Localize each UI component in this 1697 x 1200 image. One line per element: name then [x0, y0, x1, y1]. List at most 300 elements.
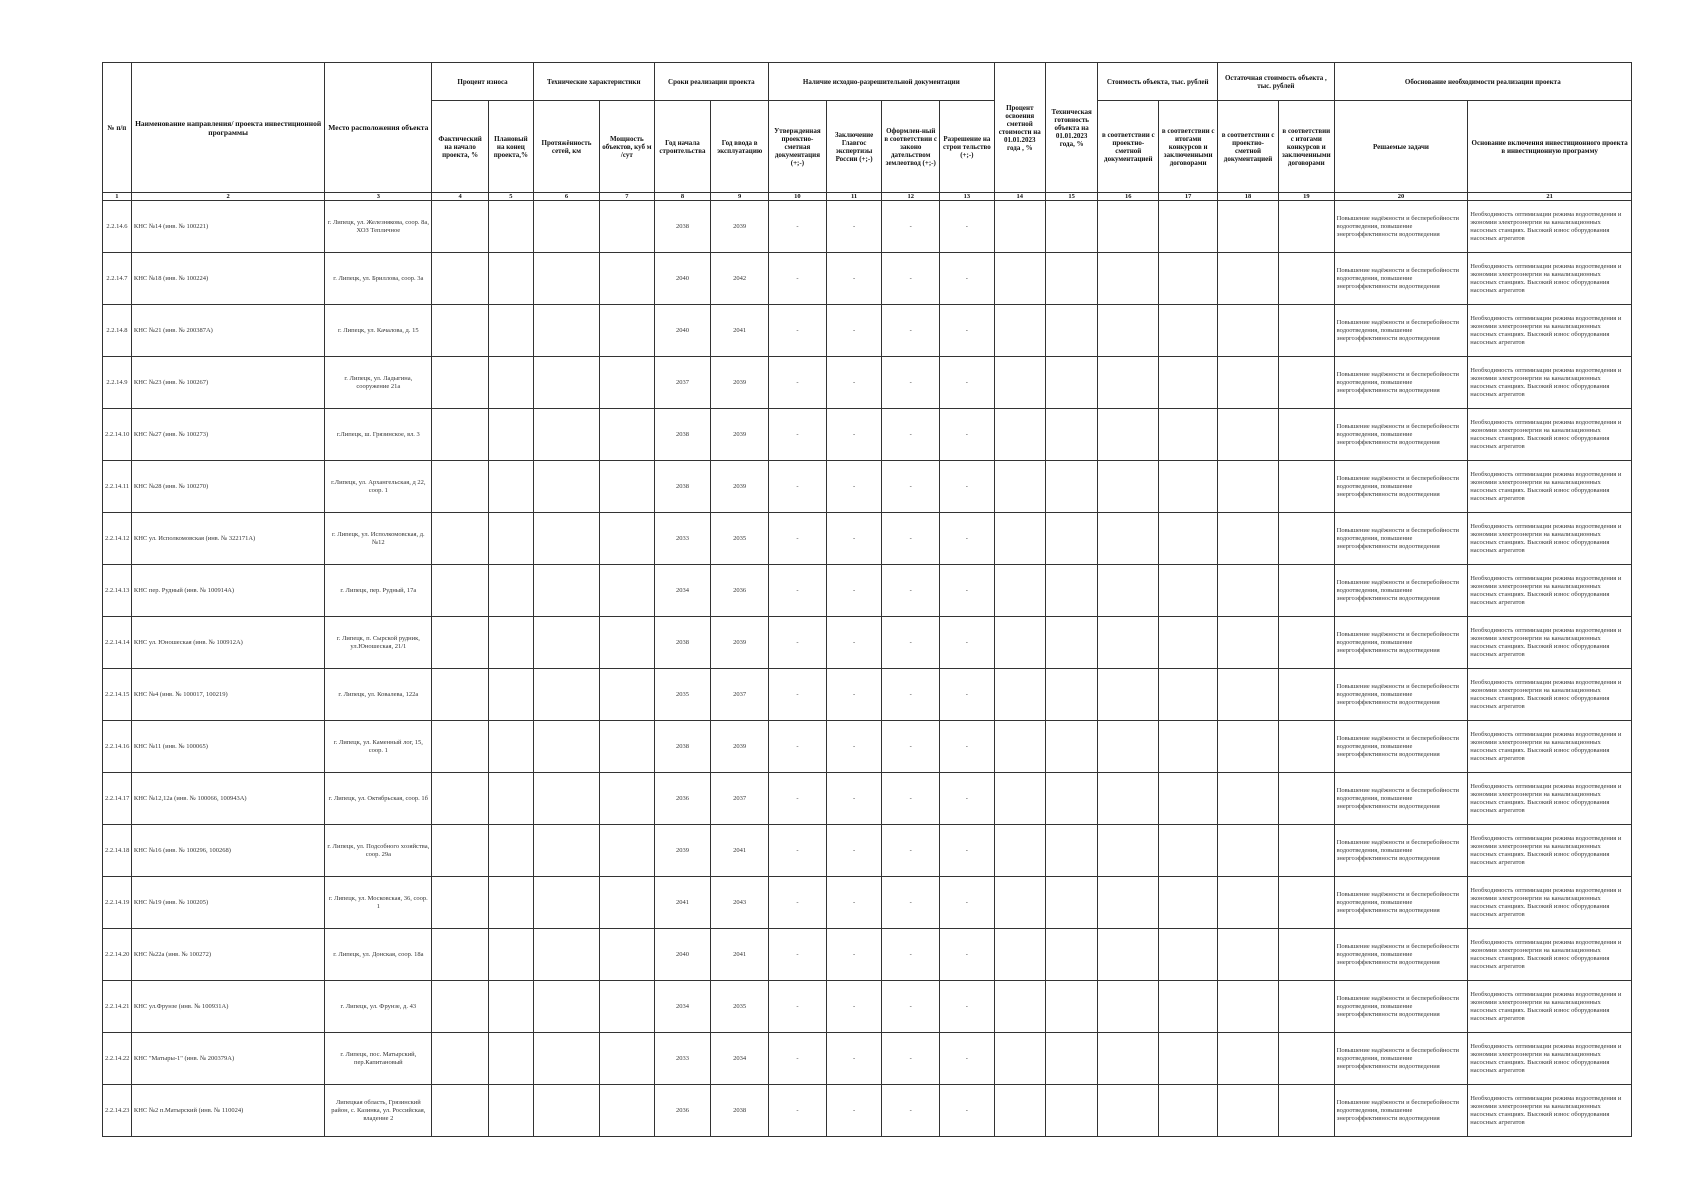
row-land-allotment: -: [882, 201, 940, 253]
table-row: [103, 825, 1632, 877]
row-tasks: Повышение надёжности и бесперебойности водоотведения, повышение энергоэффективности водоотведения: [1334, 513, 1468, 565]
row-cost-contracts: [1159, 253, 1218, 305]
row-end-year: 2039: [711, 357, 769, 409]
row-capacity: [600, 669, 655, 721]
row-network-length: [533, 669, 599, 721]
row-tech-readiness: [1045, 877, 1097, 929]
row-end-year: 2039: [711, 409, 769, 461]
row-tech-readiness: [1045, 825, 1097, 877]
row-expertise: -: [826, 357, 882, 409]
row-network-length: [533, 721, 599, 773]
row-end-year: 2038: [711, 1085, 769, 1137]
row-end-year: 2041: [711, 929, 769, 981]
row-wear-actual: [432, 565, 489, 617]
row-build-permit: -: [940, 877, 995, 929]
row-tech-readiness: [1045, 357, 1097, 409]
row-estimate-percent: [994, 201, 1045, 253]
table-row: [103, 565, 1632, 617]
row-capacity: [600, 357, 655, 409]
row-expertise: -: [826, 825, 882, 877]
row-expertise: -: [826, 773, 882, 825]
row-project-name: КНС №11 (инв. № 100065): [131, 721, 325, 773]
row-project-name: КНС №22а (инв. № 100272): [131, 929, 325, 981]
row-basis: Необходимость оптимизации режима водоотведения и экономии электроэнергии на канализационных насосных станциях. Высокий износ оборудования насосных агрегатов: [1468, 773, 1632, 825]
row-residual-design: [1218, 929, 1279, 981]
row-tech-readiness: [1045, 253, 1097, 305]
row-cost-contracts: [1159, 409, 1218, 461]
row-location: г. Липецк, пос. Матырский, пер.Капитановый: [325, 1033, 432, 1085]
row-land-allotment: -: [882, 825, 940, 877]
row-design-docs: -: [769, 513, 827, 565]
row-cost-contracts: [1159, 929, 1218, 981]
row-wear-planned: [488, 981, 533, 1033]
row-network-length: [533, 565, 599, 617]
row-wear-planned: [488, 513, 533, 565]
column-number: 19: [1279, 193, 1335, 201]
row-number: 2.2.14.20: [103, 929, 132, 981]
row-wear-planned: [488, 721, 533, 773]
row-wear-planned: [488, 669, 533, 721]
row-capacity: [600, 201, 655, 253]
row-network-length: [533, 877, 599, 929]
row-start-year: 2038: [654, 721, 711, 773]
row-network-length: [533, 929, 599, 981]
row-cost-contracts: [1159, 357, 1218, 409]
row-basis: Необходимость оптимизации режима водоотведения и экономии электроэнергии на канализационных насосных станциях. Высокий износ оборудования насосных агрегатов: [1468, 253, 1632, 305]
row-number: 2.2.14.18: [103, 825, 132, 877]
row-build-permit: -: [940, 1033, 995, 1085]
row-end-year: 2043: [711, 877, 769, 929]
row-residual-design: [1218, 565, 1279, 617]
row-tech-readiness: [1045, 565, 1097, 617]
row-build-permit: -: [940, 669, 995, 721]
row-build-permit: -: [940, 773, 995, 825]
row-residual-design: [1218, 513, 1279, 565]
row-expertise: -: [826, 929, 882, 981]
row-number: 2.2.14.13: [103, 565, 132, 617]
row-capacity: [600, 461, 655, 513]
row-cost-contracts: [1159, 513, 1218, 565]
row-estimate-percent: [994, 929, 1045, 981]
row-location: г. Липецк, ул. Фрунзе, д. 43: [325, 981, 432, 1033]
row-build-permit: -: [940, 357, 995, 409]
row-number: 2.2.14.17: [103, 773, 132, 825]
row-end-year: 2037: [711, 669, 769, 721]
row-cost-contracts: [1159, 305, 1218, 357]
row-tech-readiness: [1045, 773, 1097, 825]
row-cost-contracts: [1159, 617, 1218, 669]
row-residual-contracts: [1279, 253, 1335, 305]
row-number: 2.2.14.7: [103, 253, 132, 305]
table-row: [103, 617, 1632, 669]
row-basis: Необходимость оптимизации режима водоотведения и экономии электроэнергии на канализационных насосных станциях. Высокий износ оборудования насосных агрегатов: [1468, 617, 1632, 669]
header-docs-group: Наличие исходно-разрешительной документации: [769, 63, 995, 101]
row-wear-actual: [432, 513, 489, 565]
row-design-docs: -: [769, 669, 827, 721]
row-basis: Необходимость оптимизации режима водоотведения и экономии электроэнергии на канализационных насосных станциях. Высокий износ оборудования насосных агрегатов: [1468, 1085, 1632, 1137]
table-body: [103, 201, 1632, 1137]
row-tech-readiness: [1045, 721, 1097, 773]
row-cost-design: [1098, 253, 1159, 305]
row-residual-design: [1218, 981, 1279, 1033]
row-project-name: КНС пер. Рудный (инв. № 100914А): [131, 565, 325, 617]
row-tech-readiness: [1045, 513, 1097, 565]
row-expertise: -: [826, 669, 882, 721]
row-capacity: [600, 721, 655, 773]
row-build-permit: -: [940, 1085, 995, 1137]
header-network-length: Протяжённость сетей, км: [533, 101, 599, 193]
row-design-docs: -: [769, 253, 827, 305]
row-capacity: [600, 565, 655, 617]
row-residual-design: [1218, 461, 1279, 513]
row-design-docs: -: [769, 1085, 827, 1137]
header-tech-group: Технические характеристики: [533, 63, 654, 101]
row-estimate-percent: [994, 721, 1045, 773]
row-wear-actual: [432, 1085, 489, 1137]
table-row: [103, 929, 1632, 981]
row-residual-contracts: [1279, 513, 1335, 565]
table-row: [103, 1033, 1632, 1085]
column-number: 14: [994, 193, 1045, 201]
row-design-docs: -: [769, 565, 827, 617]
row-build-permit: -: [940, 513, 995, 565]
row-tech-readiness: [1045, 409, 1097, 461]
row-cost-design: [1098, 1085, 1159, 1137]
row-design-docs: -: [769, 305, 827, 357]
row-tech-readiness: [1045, 461, 1097, 513]
row-tasks: Повышение надёжности и бесперебойности водоотведения, повышение энергоэффективности водоотведения: [1334, 721, 1468, 773]
row-wear-actual: [432, 357, 489, 409]
row-estimate-percent: [994, 617, 1045, 669]
row-start-year: 2038: [654, 201, 711, 253]
row-basis: Необходимость оптимизации режима водоотведения и экономии электроэнергии на канализационных насосных станциях. Высокий износ оборудования насосных агрегатов: [1468, 669, 1632, 721]
row-land-allotment: -: [882, 877, 940, 929]
column-number: 6: [533, 193, 599, 201]
row-residual-design: [1218, 253, 1279, 305]
row-end-year: 2042: [711, 253, 769, 305]
row-project-name: КНС №28 (инв. № 100270): [131, 461, 325, 513]
row-build-permit: -: [940, 253, 995, 305]
row-design-docs: -: [769, 877, 827, 929]
header-name: Наименование направления/ проекта инвестиционной программы: [131, 63, 325, 193]
table-row: [103, 877, 1632, 929]
row-tech-readiness: [1045, 617, 1097, 669]
column-number: 9: [711, 193, 769, 201]
row-wear-actual: [432, 669, 489, 721]
table-row: [103, 513, 1632, 565]
table-row: [103, 201, 1632, 253]
column-number-row: [103, 193, 1632, 201]
row-expertise: -: [826, 513, 882, 565]
row-tasks: Повышение надёжности и бесперебойности водоотведения, повышение энергоэффективности водоотведения: [1334, 409, 1468, 461]
row-tasks: Повышение надёжности и бесперебойности водоотведения, повышение энергоэффективности водоотведения: [1334, 1033, 1468, 1085]
row-start-year: 2038: [654, 617, 711, 669]
row-residual-contracts: [1279, 1085, 1335, 1137]
row-land-allotment: -: [882, 981, 940, 1033]
row-design-docs: -: [769, 201, 827, 253]
row-estimate-percent: [994, 513, 1045, 565]
row-residual-design: [1218, 773, 1279, 825]
header-estimate-percent: Процент освоения сметной стоимости на 01.01.2023 года , %: [994, 63, 1045, 193]
row-cost-design: [1098, 825, 1159, 877]
row-build-permit: -: [940, 409, 995, 461]
row-estimate-percent: [994, 825, 1045, 877]
row-number: 2.2.14.8: [103, 305, 132, 357]
row-end-year: 2041: [711, 305, 769, 357]
row-wear-actual: [432, 305, 489, 357]
row-network-length: [533, 513, 599, 565]
row-tech-readiness: [1045, 929, 1097, 981]
row-start-year: 2035: [654, 669, 711, 721]
row-location: г. Липецк, ул. Ковалева, 122а: [325, 669, 432, 721]
row-residual-contracts: [1279, 461, 1335, 513]
row-project-name: КНС №18 (инв. № 100224): [131, 253, 325, 305]
row-start-year: 2038: [654, 409, 711, 461]
row-location: г. Липецк, ул. Каменный лог, 15, соор. 1: [325, 721, 432, 773]
row-estimate-percent: [994, 461, 1045, 513]
header-build-permit: Разрешение на строи тельство (+;-): [940, 101, 995, 193]
row-build-permit: -: [940, 825, 995, 877]
row-estimate-percent: [994, 253, 1045, 305]
header-cost-contracts: в соответствии с итогами конкурсов и заключенными договорами: [1159, 101, 1218, 193]
row-residual-contracts: [1279, 305, 1335, 357]
column-number: 15: [1045, 193, 1097, 201]
table-row: [103, 461, 1632, 513]
row-wear-planned: [488, 825, 533, 877]
row-design-docs: -: [769, 357, 827, 409]
header-land-allotment: Оформлен-ный в соответствии с законо дательством землеотвод (+;-): [882, 101, 940, 193]
investment-program-sheet: [102, 62, 1632, 1137]
row-network-length: [533, 357, 599, 409]
row-basis: Необходимость оптимизации режима водоотведения и экономии электроэнергии на канализационных насосных станциях. Высокий износ оборудования насосных агрегатов: [1468, 513, 1632, 565]
row-tech-readiness: [1045, 305, 1097, 357]
row-residual-contracts: [1279, 201, 1335, 253]
row-cost-design: [1098, 929, 1159, 981]
header-wear-actual: Фактический на начало проекта, %: [432, 101, 489, 193]
table-row: [103, 305, 1632, 357]
row-start-year: 2034: [654, 565, 711, 617]
row-design-docs: -: [769, 929, 827, 981]
row-estimate-percent: [994, 1033, 1045, 1085]
row-build-permit: -: [940, 617, 995, 669]
row-number: 2.2.14.15: [103, 669, 132, 721]
row-location: г. Липецк, ул. Октябрьская, соор. 1б: [325, 773, 432, 825]
row-land-allotment: -: [882, 617, 940, 669]
row-tasks: Повышение надёжности и бесперебойности водоотведения, повышение энергоэффективности водоотведения: [1334, 461, 1468, 513]
row-land-allotment: -: [882, 305, 940, 357]
row-expertise: -: [826, 305, 882, 357]
row-end-year: 2035: [711, 513, 769, 565]
row-project-name: КНС ул. Юношеская (инв. № 100912А): [131, 617, 325, 669]
row-land-allotment: -: [882, 409, 940, 461]
row-number: 2.2.14.12: [103, 513, 132, 565]
row-residual-design: [1218, 669, 1279, 721]
row-wear-planned: [488, 929, 533, 981]
row-estimate-percent: [994, 409, 1045, 461]
row-cost-design: [1098, 461, 1159, 513]
row-estimate-percent: [994, 669, 1045, 721]
row-estimate-percent: [994, 981, 1045, 1033]
row-network-length: [533, 1033, 599, 1085]
table-row: [103, 253, 1632, 305]
row-residual-contracts: [1279, 1033, 1335, 1085]
row-number: 2.2.14.10: [103, 409, 132, 461]
row-number: 2.2.14.21: [103, 981, 132, 1033]
row-cost-contracts: [1159, 201, 1218, 253]
table-row: [103, 721, 1632, 773]
row-wear-planned: [488, 409, 533, 461]
row-land-allotment: -: [882, 1085, 940, 1137]
row-design-docs: -: [769, 981, 827, 1033]
row-tasks: Повышение надёжности и бесперебойности водоотведения, повышение энергоэффективности водоотведения: [1334, 669, 1468, 721]
row-end-year: 2035: [711, 981, 769, 1033]
investment-table: [102, 62, 1632, 1137]
row-end-year: 2041: [711, 825, 769, 877]
row-cost-design: [1098, 877, 1159, 929]
row-start-year: 2036: [654, 1085, 711, 1137]
row-residual-design: [1218, 825, 1279, 877]
row-wear-planned: [488, 565, 533, 617]
row-residual-design: [1218, 305, 1279, 357]
row-capacity: [600, 773, 655, 825]
row-basis: Необходимость оптимизации режима водоотведения и экономии электроэнергии на канализационных насосных станциях. Высокий износ оборудования насосных агрегатов: [1468, 461, 1632, 513]
row-wear-planned: [488, 305, 533, 357]
row-number: 2.2.14.22: [103, 1033, 132, 1085]
row-start-year: 2040: [654, 305, 711, 357]
row-cost-design: [1098, 409, 1159, 461]
row-start-year: 2040: [654, 929, 711, 981]
header-start-year: Год начала строительства: [654, 101, 711, 193]
row-expertise: -: [826, 617, 882, 669]
row-expertise: -: [826, 253, 882, 305]
row-wear-actual: [432, 461, 489, 513]
row-end-year: 2039: [711, 617, 769, 669]
row-land-allotment: -: [882, 1033, 940, 1085]
row-end-year: 2039: [711, 461, 769, 513]
row-cost-design: [1098, 773, 1159, 825]
row-residual-contracts: [1279, 617, 1335, 669]
row-end-year: 2039: [711, 201, 769, 253]
row-build-permit: -: [940, 981, 995, 1033]
row-wear-actual: [432, 877, 489, 929]
row-project-name: КНС №2 п.Матырский (инв. № 110024): [131, 1085, 325, 1137]
row-wear-planned: [488, 617, 533, 669]
row-basis: Необходимость оптимизации режима водоотведения и экономии электроэнергии на канализационных насосных станциях. Высокий износ оборудования насосных агрегатов: [1468, 721, 1632, 773]
row-tech-readiness: [1045, 1033, 1097, 1085]
header-tasks: Решаемые задачи: [1334, 101, 1468, 193]
row-network-length: [533, 773, 599, 825]
row-location: Липецкая область, Грязинский район, с. Казинка, ул. Российская, владение 2: [325, 1085, 432, 1137]
row-design-docs: -: [769, 409, 827, 461]
row-tasks: Повышение надёжности и бесперебойности водоотведения, повышение энергоэффективности водоотведения: [1334, 1085, 1468, 1137]
row-cost-design: [1098, 305, 1159, 357]
row-network-length: [533, 461, 599, 513]
row-network-length: [533, 253, 599, 305]
row-expertise: -: [826, 981, 882, 1033]
row-expertise: -: [826, 1033, 882, 1085]
header-num: № п/п: [103, 63, 132, 193]
row-residual-contracts: [1279, 565, 1335, 617]
row-residual-design: [1218, 1085, 1279, 1137]
row-design-docs: -: [769, 825, 827, 877]
row-wear-planned: [488, 253, 533, 305]
row-basis: Необходимость оптимизации режима водоотведения и экономии электроэнергии на канализационных насосных станциях. Высокий износ оборудования насосных агрегатов: [1468, 981, 1632, 1033]
row-design-docs: -: [769, 773, 827, 825]
row-residual-contracts: [1279, 669, 1335, 721]
row-basis: Необходимость оптимизации режима водоотведения и экономии электроэнергии на канализационных насосных станциях. Высокий износ оборудования насосных агрегатов: [1468, 929, 1632, 981]
row-residual-design: [1218, 877, 1279, 929]
row-tasks: Повышение надёжности и бесперебойности водоотведения, повышение энергоэффективности водоотведения: [1334, 305, 1468, 357]
row-network-length: [533, 409, 599, 461]
row-land-allotment: -: [882, 773, 940, 825]
row-tech-readiness: [1045, 1085, 1097, 1137]
row-tech-readiness: [1045, 201, 1097, 253]
row-wear-actual: [432, 825, 489, 877]
column-number: 20: [1334, 193, 1468, 201]
row-residual-design: [1218, 721, 1279, 773]
row-basis: Необходимость оптимизации режима водоотведения и экономии электроэнергии на канализационных насосных станциях. Высокий износ оборудования насосных агрегатов: [1468, 357, 1632, 409]
row-residual-contracts: [1279, 773, 1335, 825]
row-number: 2.2.14.6: [103, 201, 132, 253]
row-basis: Необходимость оптимизации режима водоотведения и экономии электроэнергии на канализационных насосных станциях. Высокий износ оборудования насосных агрегатов: [1468, 201, 1632, 253]
row-network-length: [533, 201, 599, 253]
row-land-allotment: -: [882, 929, 940, 981]
header-justification-group: Обоснование необходимости реализации проекта: [1334, 63, 1631, 101]
row-start-year: 2040: [654, 253, 711, 305]
row-network-length: [533, 981, 599, 1033]
row-wear-actual: [432, 981, 489, 1033]
row-wear-actual: [432, 929, 489, 981]
row-residual-design: [1218, 1033, 1279, 1085]
row-start-year: 2033: [654, 513, 711, 565]
row-expertise: -: [826, 1085, 882, 1137]
header-place: Место расположения объекта: [325, 63, 432, 193]
row-network-length: [533, 825, 599, 877]
table-row: [103, 773, 1632, 825]
row-tasks: Повышение надёжности и бесперебойности водоотведения, повышение энергоэффективности водоотведения: [1334, 357, 1468, 409]
header-tech-readiness: Техническая готовность объекта на 01.01.2023 года, %: [1045, 63, 1097, 193]
row-project-name: КНС ул. Исполкомовская (инв. № 322171А): [131, 513, 325, 565]
row-start-year: 2033: [654, 1033, 711, 1085]
row-number: 2.2.14.19: [103, 877, 132, 929]
header-terms-group: Сроки реализации проекта: [654, 63, 768, 101]
row-cost-contracts: [1159, 825, 1218, 877]
column-number: 7: [600, 193, 655, 201]
column-number: 4: [432, 193, 489, 201]
row-tasks: Повышение надёжности и бесперебойности водоотведения, повышение энергоэффективности водоотведения: [1334, 773, 1468, 825]
row-location: г. Липецк, ул. Исполкомовская, д. №12: [325, 513, 432, 565]
row-project-name: КНС №19 (инв. № 100205): [131, 877, 325, 929]
row-number: 2.2.14.9: [103, 357, 132, 409]
row-estimate-percent: [994, 305, 1045, 357]
row-end-year: 2036: [711, 565, 769, 617]
column-number: 13: [940, 193, 995, 201]
row-wear-planned: [488, 1085, 533, 1137]
row-land-allotment: -: [882, 669, 940, 721]
row-cost-contracts: [1159, 721, 1218, 773]
row-capacity: [600, 877, 655, 929]
row-project-name: КНС №12,12а (инв. № 100066, 100943А): [131, 773, 325, 825]
row-start-year: 2041: [654, 877, 711, 929]
row-location: г. Липецк, ул. Качалова, д. 15: [325, 305, 432, 357]
row-wear-actual: [432, 409, 489, 461]
row-end-year: 2034: [711, 1033, 769, 1085]
table-row: [103, 357, 1632, 409]
row-wear-planned: [488, 357, 533, 409]
header-basis: Основание включения инвестиционного проекта в инвестиционную программу: [1468, 101, 1632, 193]
row-number: 2.2.14.23: [103, 1085, 132, 1137]
row-expertise: -: [826, 721, 882, 773]
